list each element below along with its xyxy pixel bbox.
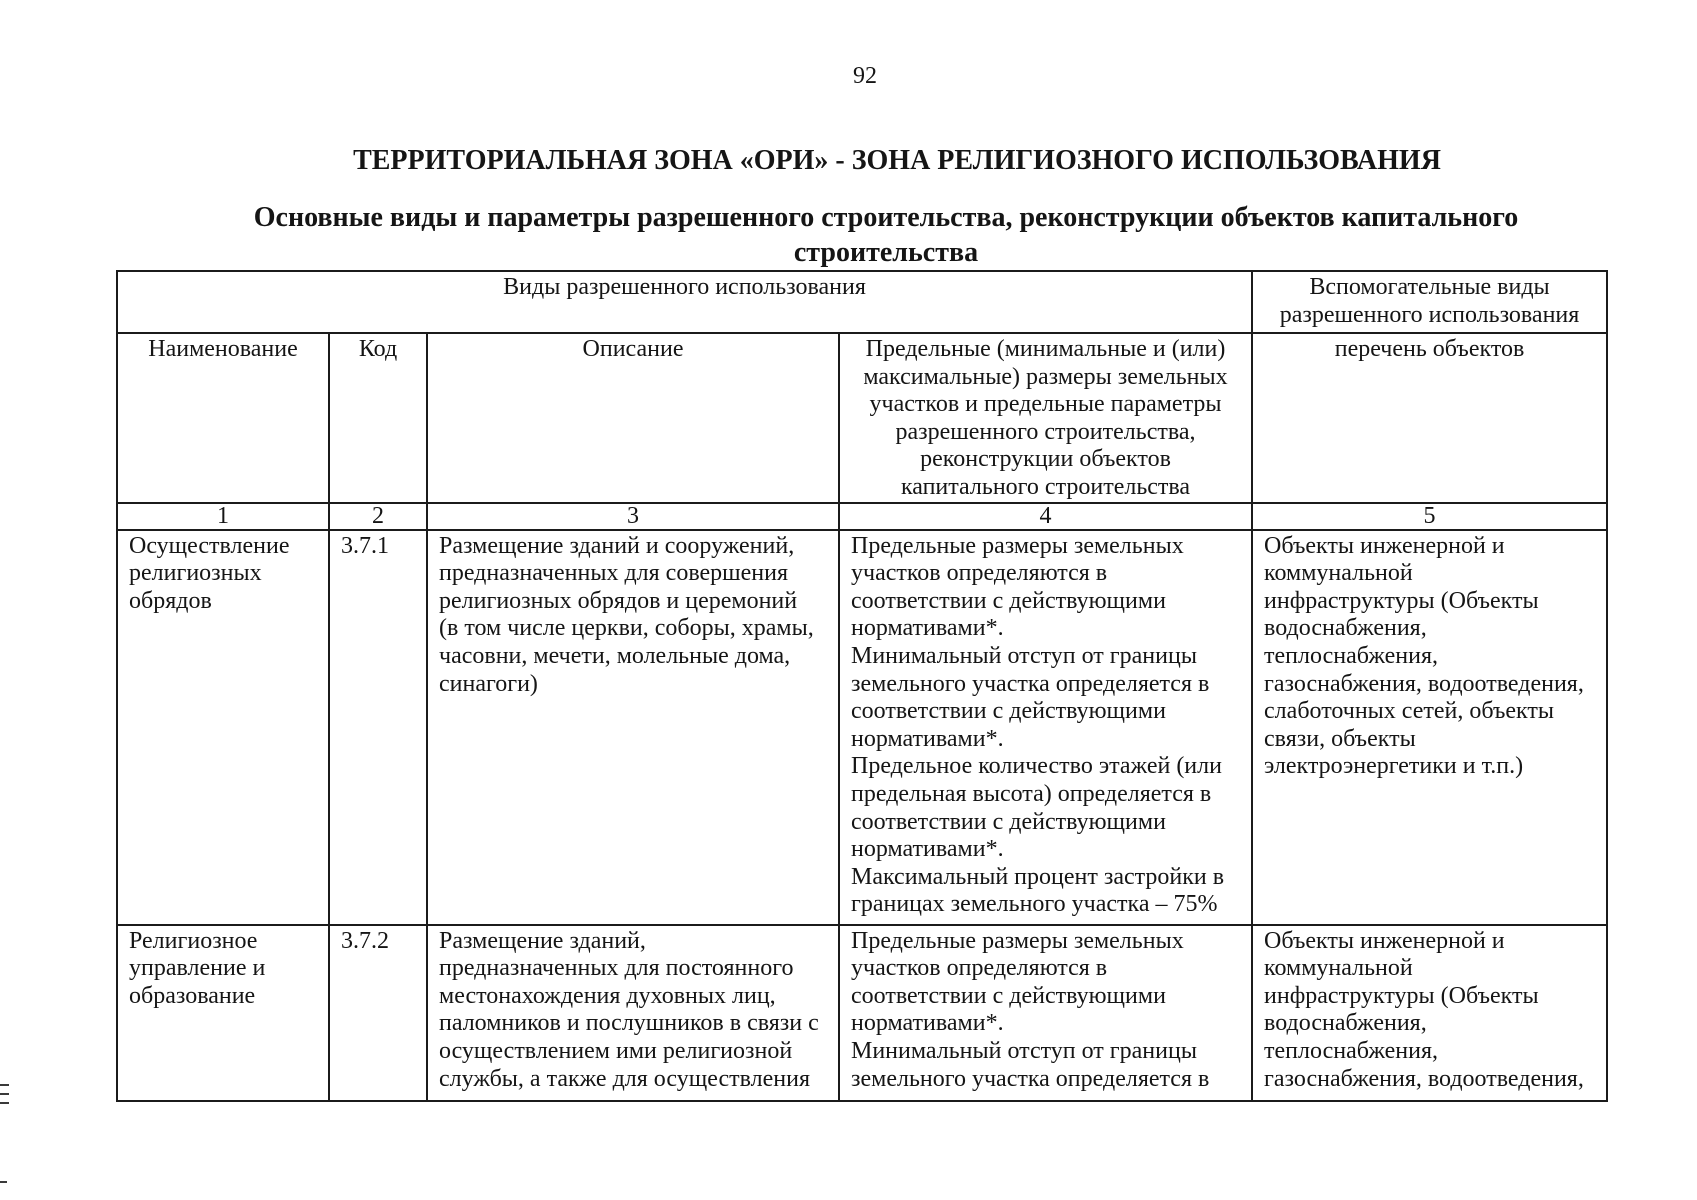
- table-row: [117, 925, 1607, 1101]
- column-header-parameters: [839, 333, 1252, 503]
- text-line: соответствии с действующими: [851, 982, 1166, 1009]
- scan-artifact-mark: [0, 1093, 9, 1095]
- text-line: Максимальный процент застройки в: [851, 863, 1225, 890]
- group-header-auxiliary-uses: [1252, 271, 1607, 333]
- text-line: соответствии с действующими: [851, 587, 1166, 614]
- column-header-name: [117, 333, 329, 503]
- header-text-line: Описание: [582, 336, 684, 362]
- column-number-cell: 1: [117, 503, 329, 530]
- text-line: предназначенных для постоянного: [439, 955, 794, 982]
- text-line: коммунальной: [1264, 955, 1413, 982]
- text-line: Осуществление: [129, 532, 290, 559]
- cell-code: [329, 530, 427, 925]
- text-line: обрядов: [129, 587, 212, 614]
- text-line: предельная высота) определяется в: [851, 780, 1212, 807]
- text-line: местонахождения духовных лиц,: [439, 982, 776, 1009]
- text-line: образование: [129, 982, 256, 1009]
- text-line: Размещение зданий и сооружений,: [439, 532, 795, 559]
- table-row: [117, 530, 1607, 925]
- header-text-line: Предельные (минимальные и (или): [865, 336, 1226, 362]
- page-number: 92: [853, 63, 877, 89]
- text-line: Религиозное: [129, 927, 258, 954]
- text-line: предназначенных для совершения: [439, 560, 789, 587]
- cell-auxiliary-objects: [1252, 530, 1607, 925]
- text-line: земельного участка определяется в: [851, 1065, 1210, 1092]
- text-line: земельного участка определяется в: [851, 670, 1210, 697]
- header-text-line: разрешенного строительства,: [895, 418, 1196, 445]
- text-line: религиозных: [129, 560, 262, 587]
- column-header-code: [329, 333, 427, 503]
- scan-artifact-mark: [0, 1181, 7, 1183]
- text-line: электроэнергетики и т.п.): [1264, 753, 1524, 780]
- text-line: Предельные размеры земельных: [851, 927, 1184, 954]
- header-text-line: максимальные) размеры земельных: [863, 363, 1228, 390]
- cell-parameters: [839, 925, 1252, 1101]
- cell-name: [117, 530, 329, 925]
- column-number-cell: 2: [329, 503, 427, 530]
- page-subtitle: [136, 200, 1636, 270]
- text-line: Предельные размеры земельных: [851, 532, 1184, 559]
- text-line: (в том числе церкви, соборы, храмы,: [439, 615, 814, 642]
- header-text-line: Код: [358, 336, 398, 362]
- cell-name: [117, 925, 329, 1101]
- text-line: нормативами*.: [851, 1010, 1004, 1037]
- page-subtitle-line: строительства: [793, 237, 979, 268]
- text-line: паломников и послушников в связи с: [439, 1010, 819, 1037]
- text-line: Предельное количество этажей (или: [851, 753, 1222, 780]
- column-number-row: [117, 503, 1607, 530]
- cell-description: [427, 530, 839, 925]
- text-line: связи, объекты: [1264, 725, 1416, 752]
- cell-description: [427, 925, 839, 1101]
- text-line: осуществлением ими религиозной: [439, 1037, 793, 1064]
- header-text-line: участков и предельные параметры: [869, 391, 1222, 418]
- text-line: границах земельного участка – 75%: [851, 891, 1218, 918]
- text-line: нормативами*.: [851, 615, 1004, 642]
- page-title: ТЕРРИТОРИАЛЬНАЯ ЗОНА «ОРИ» - ЗОНА РЕЛИГИОЗНОГО ИСПОЛЬЗОВАНИЯ: [353, 145, 1441, 176]
- column-header-objects-list: [1252, 333, 1607, 503]
- column-number-cell: 4: [839, 503, 1252, 530]
- page-subtitle-line: Основные виды и параметры разрешенного строительства, реконструкции объектов капитального: [253, 202, 1519, 233]
- text-line: Объекты инженерной и: [1264, 532, 1505, 559]
- text-line: Объекты инженерной и: [1264, 927, 1505, 954]
- text-line: участков определяются в: [851, 955, 1108, 982]
- text-line: участков определяются в: [851, 560, 1108, 587]
- header-text-line: перечень объектов: [1334, 336, 1525, 362]
- column-header-description: [427, 333, 839, 503]
- text-line: слаботочных сетей, объекты: [1264, 698, 1555, 725]
- text-line: газоснабжения, водоотведения,: [1264, 670, 1584, 697]
- text-line: инфраструктуры (Объекты: [1264, 982, 1539, 1009]
- text-line: нормативами*.: [851, 725, 1004, 752]
- text-line: 3.7.2: [341, 927, 389, 954]
- column-number-cell: 3: [427, 503, 839, 530]
- text-line: водоснабжения,: [1264, 1010, 1427, 1037]
- column-header-row: [117, 333, 1607, 503]
- text-line: часовни, мечети, молельные дома,: [439, 642, 791, 669]
- text-line: управление и: [129, 955, 266, 982]
- scan-artifact-mark: [0, 1084, 9, 1086]
- cell-parameters: [839, 530, 1252, 925]
- text-line: службы, а также для осуществления: [439, 1065, 810, 1092]
- column-number-cell: 5: [1252, 503, 1607, 530]
- text-line: Размещение зданий,: [439, 927, 646, 954]
- text-line: Минимальный отступ от границы: [851, 1037, 1197, 1064]
- text-line: Минимальный отступ от границы: [851, 642, 1197, 669]
- text-line: инфраструктуры (Объекты: [1264, 587, 1539, 614]
- text-line: 3.7.1: [341, 532, 389, 559]
- text-line: теплоснабжения,: [1264, 642, 1438, 669]
- table-body: [117, 530, 1607, 1101]
- header-text-line: капитального строительства: [900, 473, 1191, 500]
- text-line: соответствии с действующими: [851, 698, 1166, 725]
- header-text-line: Наименование: [148, 336, 298, 362]
- zoning-table: [116, 270, 1608, 1102]
- scan-artifact-mark: [0, 1102, 9, 1104]
- text-line: газоснабжения, водоотведения,: [1264, 1065, 1584, 1092]
- group-header-permitted-uses: [117, 271, 1252, 333]
- text-line: религиозных обрядов и церемоний: [439, 587, 798, 614]
- group-header-row: [117, 271, 1607, 333]
- cell-code: [329, 925, 427, 1101]
- header-text-line: разрешенного использования: [1279, 301, 1580, 328]
- text-line: водоснабжения,: [1264, 615, 1427, 642]
- cell-auxiliary-objects: [1252, 925, 1607, 1101]
- text-line: теплоснабжения,: [1264, 1037, 1438, 1064]
- text-line: соответствии с действующими: [851, 808, 1166, 835]
- text-line: коммунальной: [1264, 560, 1413, 587]
- text-line: синагоги): [439, 670, 538, 697]
- header-text-line: Вспомогательные виды: [1309, 274, 1550, 300]
- text-line: нормативами*.: [851, 836, 1004, 863]
- header-text-line: реконструкции объектов: [920, 446, 1171, 473]
- header-text-line: Виды разрешенного использования: [503, 274, 866, 300]
